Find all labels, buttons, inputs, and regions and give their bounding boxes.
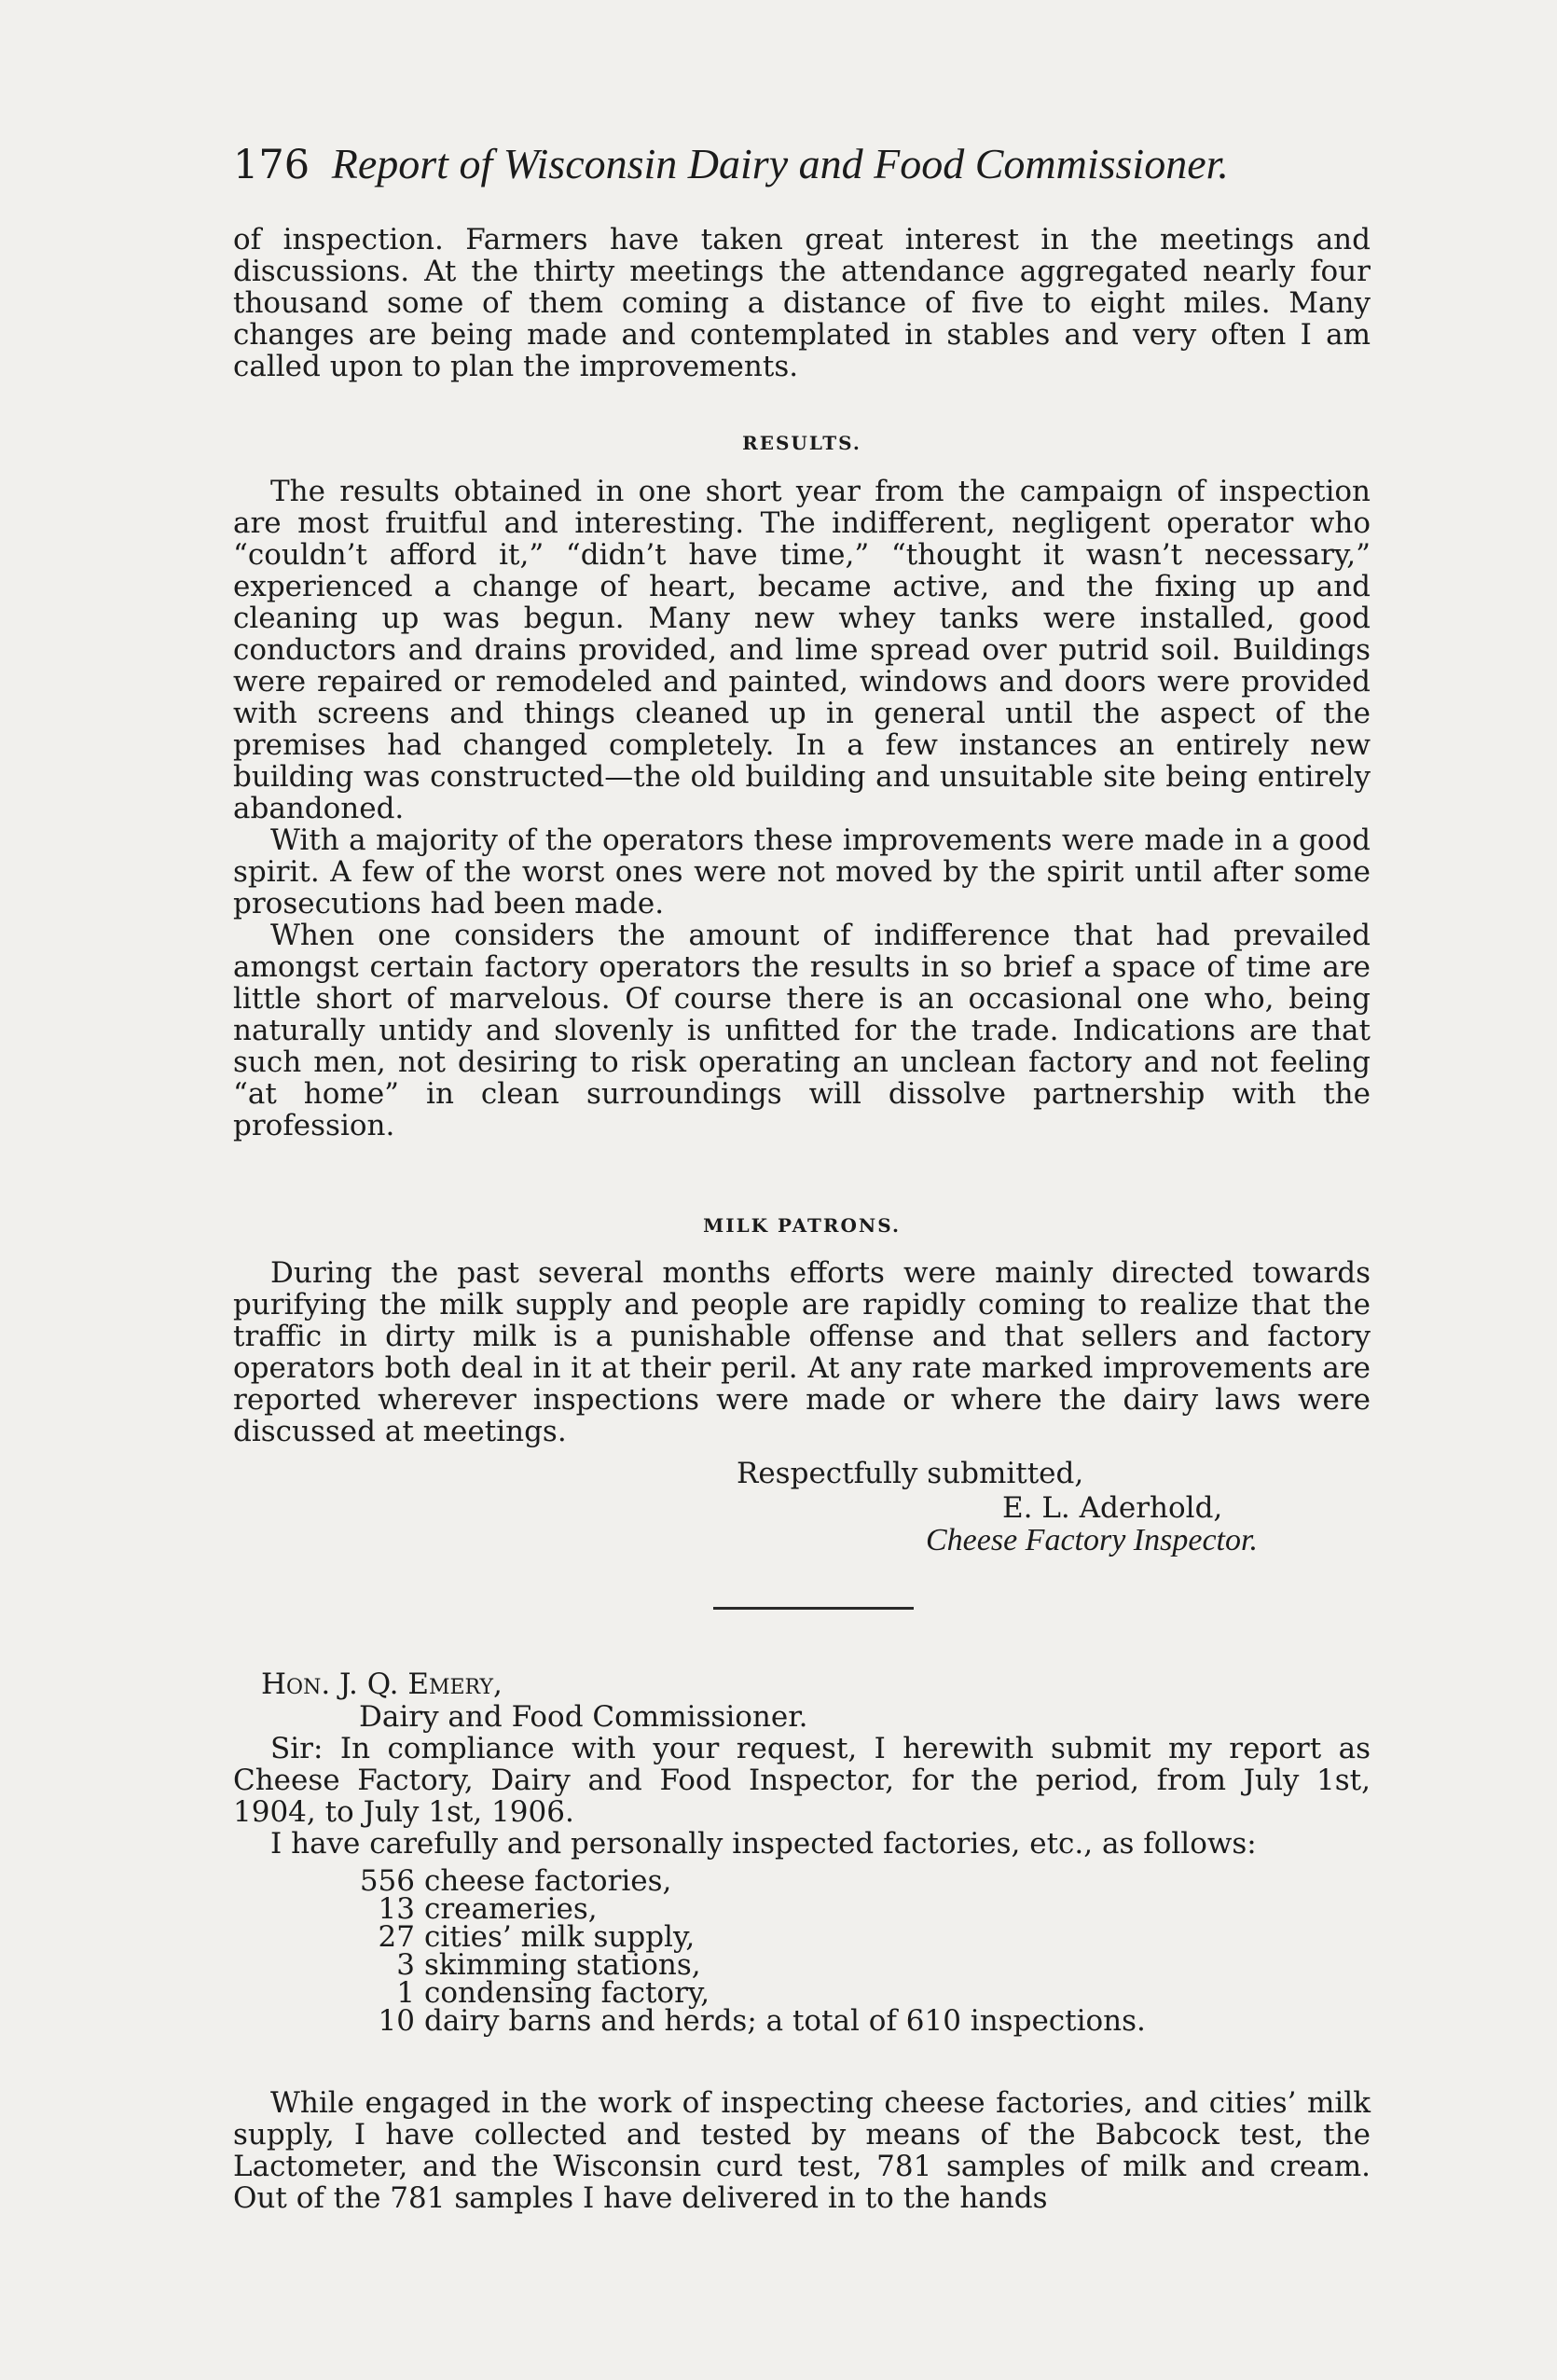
results-paragraph-1: The results obtained in one short year from the campaign of inspection are most fruitful and interesting. The indifferent, negligent operator who “couldn’t afford it,” “didn’t have time,” “thought it wasn’t necessary,” experienced a change of heart, became active, and the fixing up and cleaning up was begun. Many new whey tanks were installed, good conductors and drains provided, and lime spread over putrid soil. Buildings were repaired or remodeled and painted, windows and doors were provided with screens and things cleaned up in general until the aspect of the premises had changed completely. In a few instances an entirely new building was constructed—the old building and unsuitable site being entirely abandoned. bbox=[233, 475, 1371, 825]
list-item: 13 creameries, bbox=[378, 1892, 598, 1926]
list-item: 3 skimming stations, bbox=[396, 1948, 701, 1982]
page-number: 176 bbox=[233, 142, 310, 188]
list-item: 27 cities’ milk supply, bbox=[378, 1920, 696, 1954]
letter-opening-text: In compliance with your request, I herewith submit my report as Cheese Factory, Dairy and Food Inspector, for the period, from July 1st, 1904, to July 1st, 1906. bbox=[233, 1732, 1371, 1829]
letter-opening bbox=[233, 1733, 1371, 1828]
page-header bbox=[233, 140, 1352, 189]
letter-opening-section bbox=[233, 1733, 1371, 1860]
milk-patrons-section bbox=[233, 1257, 1371, 1447]
results-heading: RESULTS. bbox=[742, 432, 861, 454]
list-item: 10 dairy barns and herds; a total of 610 inspections. bbox=[378, 2004, 1146, 2038]
inspection-list bbox=[359, 1864, 1146, 2038]
milk-patrons-paragraph: During the past several months efforts were mainly directed towards purifying the milk supply and people are rapidly coming to realize that the traffic in dirty milk is a punishable offense and that sellers and factory operators both deal in it at their peril. At any rate marked improvements are reported wherever inspections were made or where the dairy laws were discussed at meetings. bbox=[233, 1256, 1371, 1448]
list-item: 556 cheese factories, bbox=[359, 1864, 672, 1898]
results-paragraph-2: With a majority of the operators these improvements were made in a good spirit. A few of the worst ones were not moved by the spirit until after some prosecutions had been made. bbox=[233, 823, 1371, 920]
milk-patrons-heading: MILK PATRONS. bbox=[703, 1214, 901, 1237]
addressee-title: Dairy and Food Commissioner. bbox=[359, 1700, 808, 1734]
intro-section bbox=[233, 224, 1371, 382]
intro-paragraph: of inspection. Farmers have taken great interest in the meetings and discussions. At the thirty meetings the attendance aggregated nearly four thousand some of them coming a distance of five to eight miles. Many changes are being made and contemplated in stables and very often I am called upon to plan the improvements. bbox=[233, 223, 1371, 383]
signature-closing: Respectfully submitted, bbox=[737, 1457, 1084, 1490]
section-divider bbox=[713, 1607, 914, 1610]
results-paragraph-3: When one considers the amount of indifference that had prevailed amongst certain factory operators the results in so brief a space of time are little short of marvelous. Of course there is an occasional one who, being naturally untidy and slovenly is unfitted for the trade. Indications are that such men, not desiring to risk operating an unclean factory and not feeling “at home” in clean surroundings will dissolve partnership with the profession. bbox=[233, 919, 1371, 1142]
results-section bbox=[233, 476, 1371, 1142]
running-title: Report of Wisconsin Dairy and Food Commissioner. bbox=[331, 140, 1229, 187]
signature-role: Cheese Factory Inspector. bbox=[926, 1523, 1258, 1557]
addressee-name: Hon. J. Q. Emery, bbox=[261, 1667, 503, 1701]
letter-addressee bbox=[261, 1667, 503, 1701]
closing-section bbox=[233, 2087, 1371, 2214]
salutation: Sir: bbox=[270, 1732, 324, 1765]
signature-name: E. L. Aderhold, bbox=[1002, 1491, 1223, 1525]
closing-paragraph: While engaged in the work of inspecting cheese factories, and cities’ milk supply, I have collected and tested by means of the Babcock test, the Lactometer, and the Wisconsin curd test, 781 samples of milk and cream. Out of the 781 samples I have delivered in to the hands bbox=[233, 2086, 1371, 2215]
list-item: 1 condensing factory, bbox=[396, 1976, 710, 2010]
list-intro: I have carefully and personally inspected factories, etc., as follows: bbox=[270, 1827, 1257, 1861]
